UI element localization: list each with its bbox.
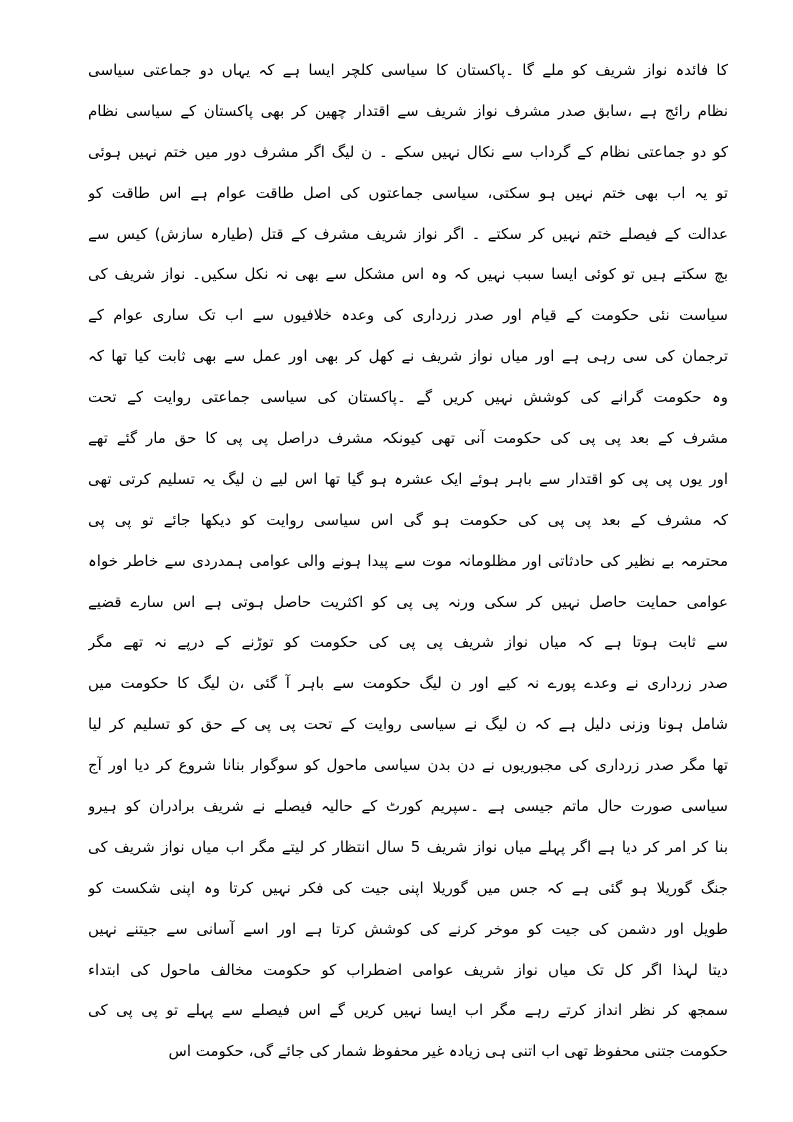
text-line: اور یوں پی پی کو اقتدار سے باہر ہوئے ایک عشرہ ہو گیا تھا اس لیے ن لیگ یہ تسلیم کرتی تھی	[88, 469, 728, 488]
text-line: بچ سکتے ہیں تو کوئی ایسا سبب نہیں کہ وہ اس مشکل سے بھی نہ نکل سکیں۔ نواز شریف کی	[88, 265, 728, 284]
text-line: نظام رائج ہے ،سابق صدر مشرف نواز شریف سے اقتدار چھین کر بھی پاکستان کے سیاسی نظام	[88, 101, 728, 120]
text-line: شامل ہونا وزنی دلیل ہے کہ ن لیگ نے سیاسی روایت کے تحت پی پی کے حق کو تسلیم کر لیا	[88, 715, 728, 734]
article-body	[88, 50, 728, 1072]
text-line: عوامی حمایت حاصل نہیں کر سکی ورنہ پی پی کو اکثریت حاصل ہوتی ہے اس سارے قضیے	[88, 592, 728, 611]
text-line: دیتا لہذا اگر کل تک میاں نواز شریف عوامی اضطراب کو حکومت مخالف ماحول کی ابتداء	[88, 960, 728, 979]
text-line: جنگ گوریلا ہو گئی ہے کہ جس میں گوریلا اپنی جیت کی فکر نہیں کرتا وہ اپنی شکست کو	[88, 878, 728, 897]
text-line: بنا کر امر کر دیا ہے اگر پہلے میاں نواز شریف 5 سال انتظار کر لیتے مگر اب میاں نواز شریف کی	[88, 837, 728, 856]
text-line: کا فائدہ نواز شریف کو ملے گا ۔پاکستان کا سیاسی کلچر ایسا ہے کہ یہاں دو جماعتی سیاسی	[88, 61, 728, 79]
text-line: محترمہ بے نظیر کی حادثاتی اور مظلومانہ موت سے پیدا ہونے والی عوامی ہمدردی سے خاطر خواہ	[88, 551, 728, 570]
text-line: سے ثابت ہوتا ہے کہ میاں نواز شریف پی پی کی حکومت کو توڑنے کے درپے نہ تھے مگر	[88, 633, 728, 652]
text-line: طویل اور دشمن کی جیت کو موخر کرنے کی کوشش کرتا ہے اور اسے آسانی سے جیتنے نہیں	[88, 919, 728, 938]
text-line: صدر زرداری نے وعدے پورے نہ کیے اور ن لیگ حکومت سے باہر آ گئی ،ن لیگ کا حکومت میں	[88, 674, 728, 693]
text-line: تو یہ اب بھی ختم نہیں ہو سکتی، سیاسی جماعتوں کی اصل طاقت عوام ہے اس طاقت کو	[88, 183, 728, 202]
text-line: وہ حکومت گرانے کی کوشش نہیں کریں گے ۔پاکستان کی سیاسی جماعتی روایت کے تحت	[88, 388, 728, 407]
text-line: ترجمان کی سی رہی ہے اور میاں نواز شریف نے کھل کر بھی اور عمل سے بھی ثابت کیا تھا کہ	[88, 347, 728, 366]
text-line: کہ مشرف کے بعد پی پی کی حکومت ہو گی اس سیاسی روایت کو دیکھا جائے تو پی پی	[88, 510, 728, 529]
text-line: عدالت کے فیصلے ختم نہیں کر سکتے ۔ اگر نواز شریف مشرف کے قتل (طیارہ سازش) کیس سے	[88, 224, 728, 243]
text-line: سیاسی صورت حال ماتم جیسی ہے ۔سپریم کورٹ کے حالیہ فیصلے نے شریف برادران کو ہیرو	[88, 797, 728, 816]
text-line: حکومت جتنی محفوظ تھی اب اتنی ہی زیادہ غیر محفوظ شمار کی جائے گی، حکومت اس	[168, 1042, 728, 1061]
text-line: کو دو جماعتی نظام کے گرداب سے نکال نہیں سکے ۔ ن لیگ اگر مشرف دور میں ختم نہیں ہوئی	[88, 142, 728, 161]
text-line: سمجھ کر نظر انداز کرتے رہے مگر اب ایسا نہیں کریں گے اس فیصلے سے پہلے تو پی پی کی	[88, 1001, 728, 1020]
text-line: تھا مگر صدر زرداری کی مجبوریوں نے دن بدن سیاسی ماحول کو سوگوار بنانا شروع کر دیا اور آج	[88, 756, 728, 775]
text-line: مشرف کے بعد پی پی کی حکومت آنی تھی کیونکہ مشرف دراصل پی پی کا حق مار گئے تھے	[88, 429, 728, 448]
text-line: سیاست نئی حکومت کے قیام اور صدر زرداری کی وعدہ خلافیوں سے اب تک ساری عوام کے	[88, 306, 728, 325]
